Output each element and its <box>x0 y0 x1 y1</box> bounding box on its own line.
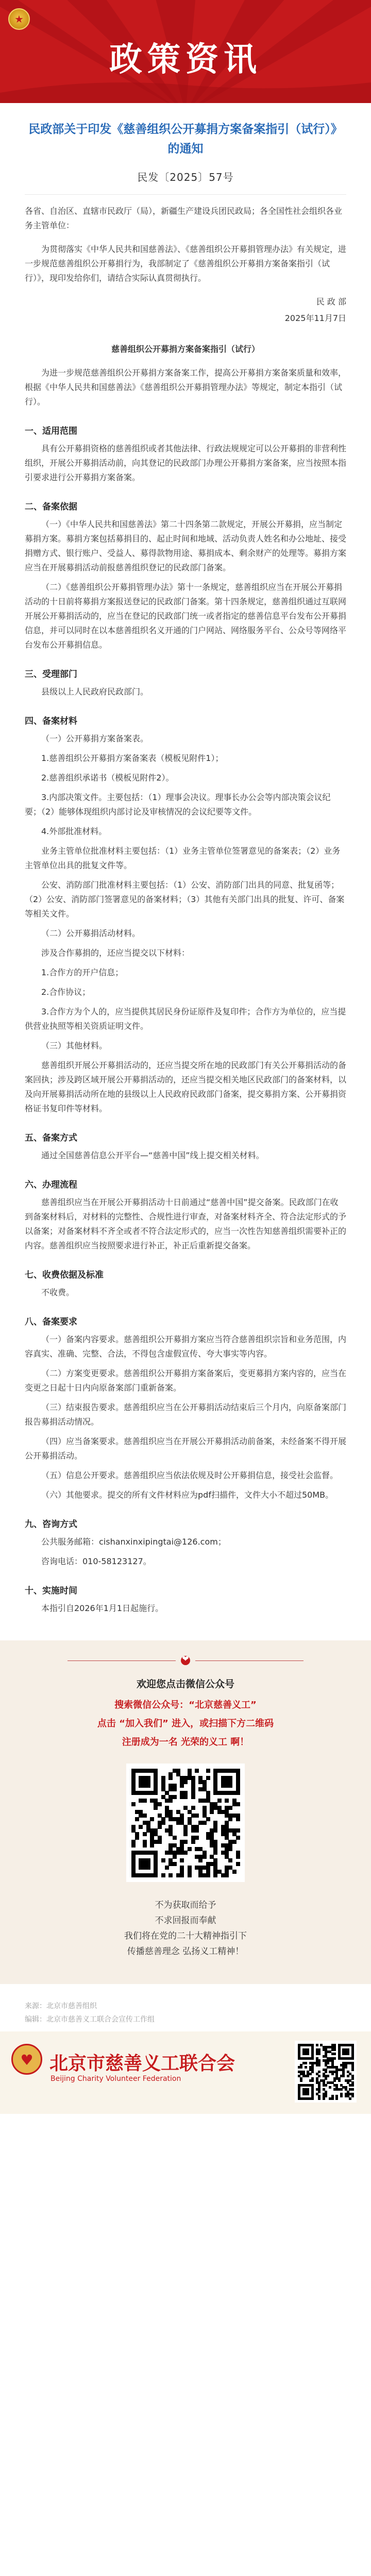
join-instruction: 点击 “加入我们” 进入，或扫描下方二维码 <box>97 1718 274 1729</box>
section-title: 四、备案材料 <box>25 716 77 726</box>
register-instruction: 注册成为一名 光荣的义工 啊！ <box>122 1737 249 1748</box>
heart-icon <box>181 1656 190 1665</box>
guide-sections <box>25 423 346 1616</box>
banner-title: 政策资讯 <box>109 41 262 79</box>
source-info <box>0 1984 371 2031</box>
org-name-en: Beijing Charity Volunteer Federation <box>50 2075 181 2083</box>
source-line: 来源：北京市慈善组织 <box>25 2002 97 2010</box>
document-number: 民发〔2025〕57号 <box>137 171 234 183</box>
editor-line: 编辑：北京市慈善义工联合会宣传工作组 <box>25 2015 155 2024</box>
org-name: 北京市慈善义工联合会 <box>49 2053 235 2074</box>
section-title: 八、备案要求 <box>25 1317 77 1327</box>
section-title: 十、实施时间 <box>25 1586 77 1596</box>
section-paragraph: 不收费。 <box>41 1287 75 1297</box>
section-paragraph: 涉及合作募捐的，还应当提交以下材料： <box>41 948 190 958</box>
salutation: 各省、自治区、直辖市民政厅（局），新疆生产建设兵团民政局；各全国性社会组织各业务主管单位： <box>25 206 343 230</box>
search-instruction: 搜索微信公众号：“北京慈善义工” <box>114 1700 257 1710</box>
section-title: 六、办理流程 <box>25 1180 77 1190</box>
guide-intro: 为进一步规范慈善组织公开募捐方案备案工作，提高公开募捐方案备案质量和效率，根据《中华人民共和国慈善法》《慈善组织公开募捐管理办法》等规定，制定本指引（试行）。 <box>25 368 347 406</box>
section-title: 一、适用范围 <box>25 426 77 436</box>
section-paragraph: 业务主管单位批准材料主要包括：（1）业务主管单位签署意见的备案表；（2）业务主管单位出具的批复文件等。 <box>25 846 341 870</box>
org-banner <box>0 2031 371 2114</box>
section-paragraph: 县级以上人民政府民政部门。 <box>41 687 149 697</box>
section-paragraph: 1.慈善组织公开募捐方案备案表（模板见附件1）； <box>41 753 224 763</box>
divider <box>25 194 346 195</box>
section-paragraph: （二）公开募捐活动材料。 <box>41 928 141 938</box>
section-paragraph: （六）其他要求。提交的所有文件材料应为pdf扫描件，文件大小不超过50MB。 <box>41 1490 334 1500</box>
tagline-line-4: 传播慈善理念 弘扬义工精神！ <box>127 1946 244 1957</box>
section-paragraph: 2.合作协议； <box>41 987 91 997</box>
section-title: 九、咨询方式 <box>25 1519 77 1530</box>
section-paragraph: （一）备案内容要求。慈善组织公开募捐方案应当符合慈善组织宗旨和业务范围，内容真实、准确、完整、合法，不得包含虚假宣传、夸大事实等内容。 <box>25 1334 347 1359</box>
section-paragraph: 公共服务邮箱：cishanxinxipingtai@126.com； <box>41 1537 226 1547</box>
section-paragraph: （三）其他材料。 <box>41 1041 108 1050</box>
section-paragraph: 1.合作方的开户信息； <box>41 968 124 977</box>
qr-code[interactable] <box>126 1764 245 1882</box>
article-body <box>0 103 371 1616</box>
section-paragraph: （一）《中华人民共和国慈善法》第二十四条第二款规定，开展公开募捐，应当制定募捐方案。募捐方案包括募捐目的、起止时间和地域、活动负责人姓名和办公地址、接受捐赠方式、银行账户、受益人、募得款物用途、募捐成本、剩余财产的处理等。募捐方案应当在开展募捐活动前报慈善组织登记的民政部门备案。 <box>25 519 347 572</box>
section-paragraph: 2.慈善组织承诺书（模板见附件2）。 <box>41 773 174 783</box>
section-paragraph: （一）公开募捐方案备案表。 <box>41 734 149 743</box>
header-banner <box>0 0 371 103</box>
section-title: 二、备案依据 <box>25 502 77 512</box>
sign-org: 民 政 部 <box>316 297 346 307</box>
guide-title: 慈善组织公开募捐方案备案指引（试行） <box>111 344 260 354</box>
tagline-line-1: 不为获取而给予 <box>155 1900 216 1910</box>
section-paragraph: 慈善组织应当在开展公开募捐活动十日前通过“慈善中国”提交备案。民政部门在收到备案材料后，对材料的完整性、合规性进行审查，对备案材料齐全、符合法定形式的予以备案；对备案材料不齐全或者不符合法定形式的，应当一次性告知慈善组织需要补正的内容。慈善组织应当按照要求进行补正，补正后重新提交备案。 <box>25 1197 347 1250</box>
tagline <box>31 1897 340 1959</box>
section-paragraph: 咨询电话：010-58123127。 <box>41 1556 151 1566</box>
section-title: 五、备案方式 <box>25 1133 77 1143</box>
section-paragraph: （五）信息公开要求。慈善组织应当依法依规及时公开募捐信息，接受社会监督。 <box>41 1470 339 1480</box>
section-paragraph: 4.外部批准材料。 <box>41 826 107 836</box>
tagline-line-2: 不求回报而奉献 <box>155 1916 216 1926</box>
section-title: 三、受理部门 <box>25 669 77 680</box>
section-title: 七、收费依据及标准 <box>25 1270 104 1280</box>
section-paragraph: 公安、消防部门批准材料主要包括：（1）公安、消防部门出具的同意、批复函等；（2）公安、消防部门签署意见的备案材料；（3）其他有关部门出具的批复、许可、备案等相关文件。 <box>25 880 345 919</box>
footer-divider <box>31 1656 340 1665</box>
section-paragraph: （四）应当备案要求。慈善组织应当在开展公开募捐活动前备案，未经备案不得开展公开募捐活动。 <box>25 1436 347 1461</box>
sign-date: 2025年11月7日 <box>284 313 346 323</box>
section-paragraph: （三）结束报告要求。慈善组织应当在公开募捐活动结束后三个月内，向原备案部门报告募捐活动情况。 <box>25 1402 347 1427</box>
intro-paragraph: 为贯彻落实《中华人民共和国慈善法》、《慈善组织公开募捐管理办法》有关规定，进一步规范慈善组织公开募捐行为，我部制定了《慈善组织公开募捐方案备案指引（试行）》，现印发给你们，请结合实际认真贯彻执行。 <box>25 244 347 283</box>
section-paragraph: 3.合作方为个人的，应当提供其居民身份证原件及复印件；合作方为单位的，应当提供营业执照等相关资质证明文件。 <box>25 1007 346 1031</box>
article-title: 民政部关于印发《慈善组织公开募捐方案备案指引（试行）》的通知 <box>28 123 343 156</box>
wechat-footer <box>0 1640 371 1984</box>
org-qr-code[interactable] <box>295 2041 357 2103</box>
welcome-text: 欢迎您点击微信公众号 <box>136 1679 234 1690</box>
org-logo-icon <box>11 2044 42 2075</box>
section-paragraph: 本指引自2026年1月1日起施行。 <box>41 1603 164 1613</box>
section-paragraph: 3.内部决策文件。主要包括：（1）理事会决议。理事长办公会等内部决策会议纪要；（2）能够体现组织内部讨论及审核情况的会议纪要等文件。 <box>25 792 331 817</box>
section-paragraph: （二）方案变更要求。慈善组织公开募捐方案备案后，变更募捐方案内容的，应当在变更之日起十日内向原备案部门重新备案。 <box>25 1368 347 1393</box>
party-emblem-icon <box>8 8 30 30</box>
tagline-line-3: 我们将在党的二十大精神指引下 <box>124 1931 247 1941</box>
section-paragraph: 慈善组织开展公开募捐活动的，还应当提交所在地的民政部门有关公开募捐活动的备案回执；涉及跨区域开展公开募捐活动的，还应当提交相关地区民政部门的备案材料，以及向开展募捐活动所在地的县级以上人民政府民政部门备案，提交募捐方案、公开募捐资格证书复印件等材料。 <box>25 1060 347 1113</box>
section-paragraph: 具有公开募捐资格的慈善组织或者其他法律、行政法规规定可以公开募捐的非营利性组织，开展公开募捐活动前，向其登记的民政部门办理公开募捐方案备案，应当按照本指引要求进行公开募捐方案备案。 <box>25 444 347 482</box>
section-paragraph: （二）《慈善组织公开募捐管理办法》第十一条规定，慈善组织应当在开展公开募捐活动的十日前将募捐方案报送登记的民政部门备案。第十四条规定，慈善组织通过互联网开展公开募捐活动的，应当在登记的民政部门统一或者指定的慈善信息平台发布公开募捐信息，并可以同时在以本慈善组织名义开通的门户网站、网络服务平台、公众号等网络平台发布公开募捐信息。 <box>25 582 347 650</box>
section-paragraph: 通过全国慈善信息公开平台—“慈善中国”线上提交相关材料。 <box>41 1150 264 1160</box>
